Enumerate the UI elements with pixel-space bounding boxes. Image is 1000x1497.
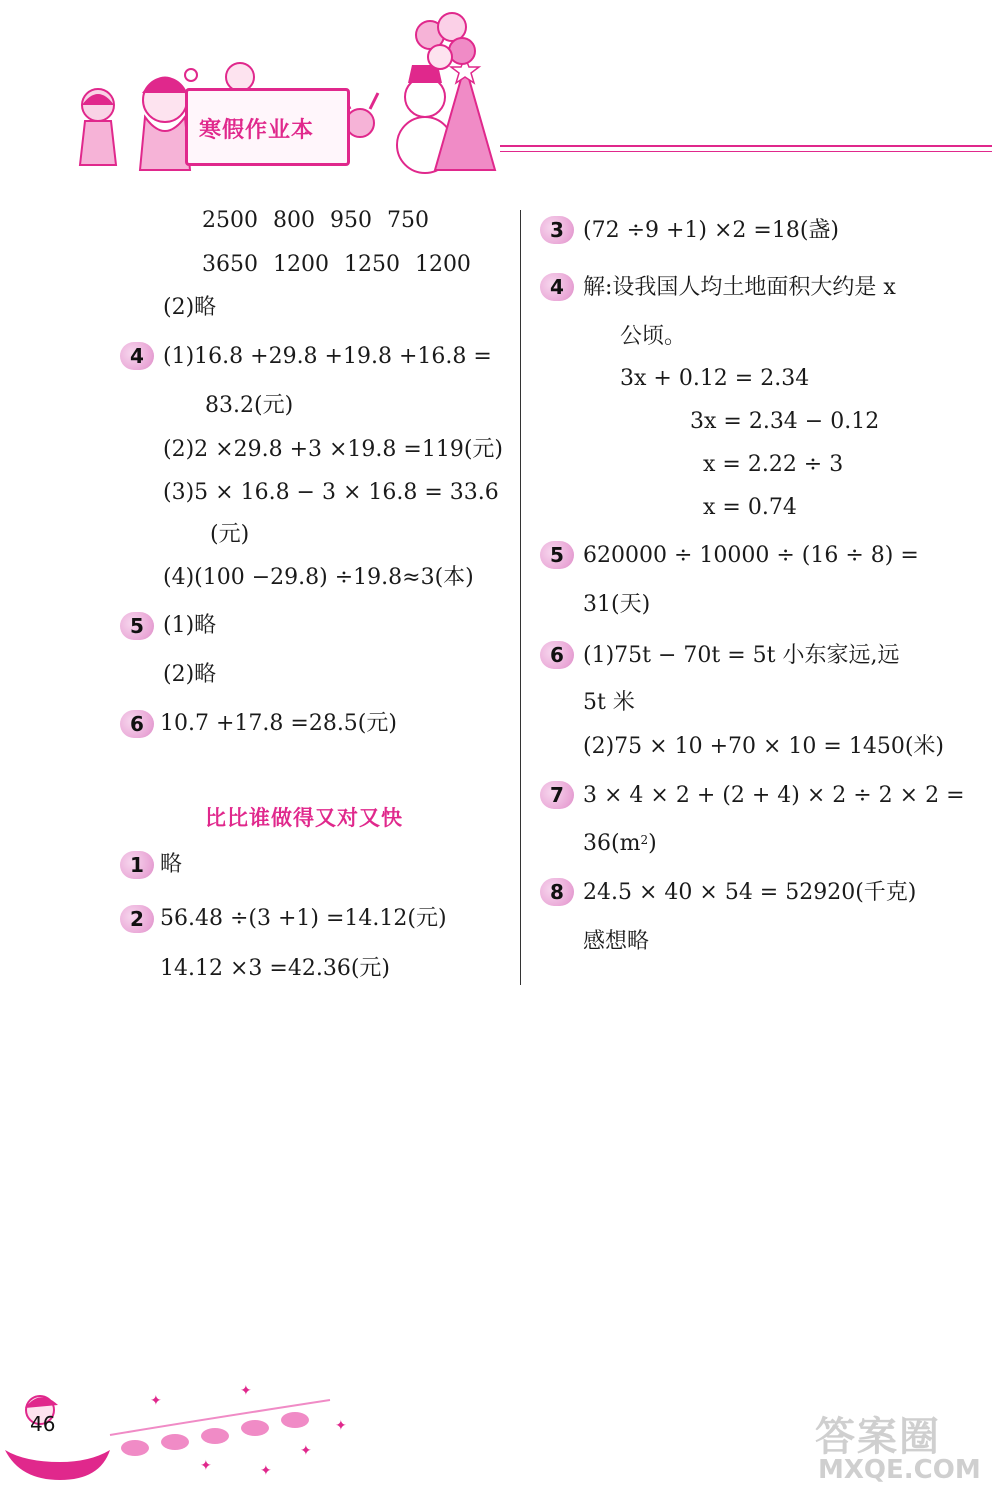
question-number-badge: 6 xyxy=(540,641,574,669)
answer-line: 10.7 +17.8 =28.5(元) xyxy=(160,711,397,736)
equation-line: 3x + 0.12 = 2.34 xyxy=(620,366,810,391)
header-rule xyxy=(500,145,992,147)
question-number-badge: 1 xyxy=(120,851,154,879)
header-title: 寒假作业本 xyxy=(199,118,315,143)
svg-text:✦: ✦ xyxy=(300,1443,312,1459)
page-number: 46 xyxy=(30,1412,56,1436)
svg-text:✦: ✦ xyxy=(240,1383,252,1399)
answer-line: (元) xyxy=(210,522,250,547)
answer-line: (2)略 xyxy=(163,295,217,320)
answer-line: (1)75t − 70t = 5t 小东家远,远 xyxy=(583,643,900,668)
equation-line: 3x = 2.34 − 0.12 xyxy=(690,409,880,434)
answer-line: (72 ÷9 +1) ×2 =18(盏) xyxy=(583,218,840,243)
svg-text:✦: ✦ xyxy=(335,1418,347,1434)
answer-line: 3 × 4 × 2 + (2 + 4) × 2 ÷ 2 × 2 = xyxy=(583,783,965,808)
question-number-badge: 4 xyxy=(540,273,574,301)
question-number-badge: 5 xyxy=(120,612,154,640)
answer-line: 公顷。 xyxy=(620,324,687,349)
answer-line: (1)16.8 +29.8 +19.8 +16.8 = xyxy=(163,344,492,369)
answer-line: 5t 米 xyxy=(583,690,635,715)
question-number-badge: 2 xyxy=(120,905,154,933)
answer-line: (3)5 × 16.8 − 3 × 16.8 = 33.6 xyxy=(163,480,499,505)
section-title: 比比谁做得又对又快 xyxy=(205,806,403,830)
answer-line: 56.48 ÷(3 +1) =14.12(元) xyxy=(160,906,447,931)
question-number-badge: 8 xyxy=(540,878,574,906)
answer-line: (2)2 ×29.8 +3 ×19.8 =119(元) xyxy=(163,437,503,462)
svg-text:✦: ✦ xyxy=(260,1463,272,1479)
answer-line: 24.5 × 40 × 54 = 52920(千克) xyxy=(583,880,917,905)
svg-text:✦: ✦ xyxy=(200,1458,212,1474)
answer-line: 3650 1200 1250 1200 xyxy=(202,252,471,277)
equation-line: x = 2.22 ÷ 3 xyxy=(703,452,844,477)
answer-line: (2)75 × 10 +70 × 10 = 1450(米) xyxy=(583,734,944,759)
answer-line: 解:设我国人均土地面积大约是 x xyxy=(583,275,896,300)
svg-text:✦: ✦ xyxy=(150,1393,162,1409)
question-number-badge: 3 xyxy=(540,216,574,244)
answer-line: 略 xyxy=(160,852,183,877)
answer-line: 感想略 xyxy=(583,929,650,954)
answer-line: 14.12 ×3 =42.36(元) xyxy=(160,956,390,981)
question-number-badge: 7 xyxy=(540,781,574,809)
question-number-badge: 5 xyxy=(540,541,574,569)
answer-line: 620000 ÷ 10000 ÷ (16 ÷ 8) = xyxy=(583,543,919,568)
question-number-badge: 6 xyxy=(120,710,154,738)
watermark-logo: 答案圈 xyxy=(815,1414,941,1460)
superscript: 2 xyxy=(640,833,649,847)
answer-line: 2500 800 950 750 xyxy=(202,208,429,233)
header-rule-thin xyxy=(500,151,992,152)
question-number-badge: 4 xyxy=(120,342,154,370)
answer-line: (4)(100 −29.8) ÷19.8≈3(本) xyxy=(163,565,474,590)
equation-line: x = 0.74 xyxy=(703,495,797,520)
answer-line: (2)略 xyxy=(163,662,217,687)
watermark-url: MXQE.COM xyxy=(818,1455,981,1485)
column-divider xyxy=(520,210,521,985)
answer-line: 31(天) xyxy=(583,592,651,617)
answer-line: (1)略 xyxy=(163,613,217,638)
answer-line: $36(m^2)$ xyxy=(583,831,657,856)
answer-line: 83.2(元) xyxy=(205,393,294,418)
